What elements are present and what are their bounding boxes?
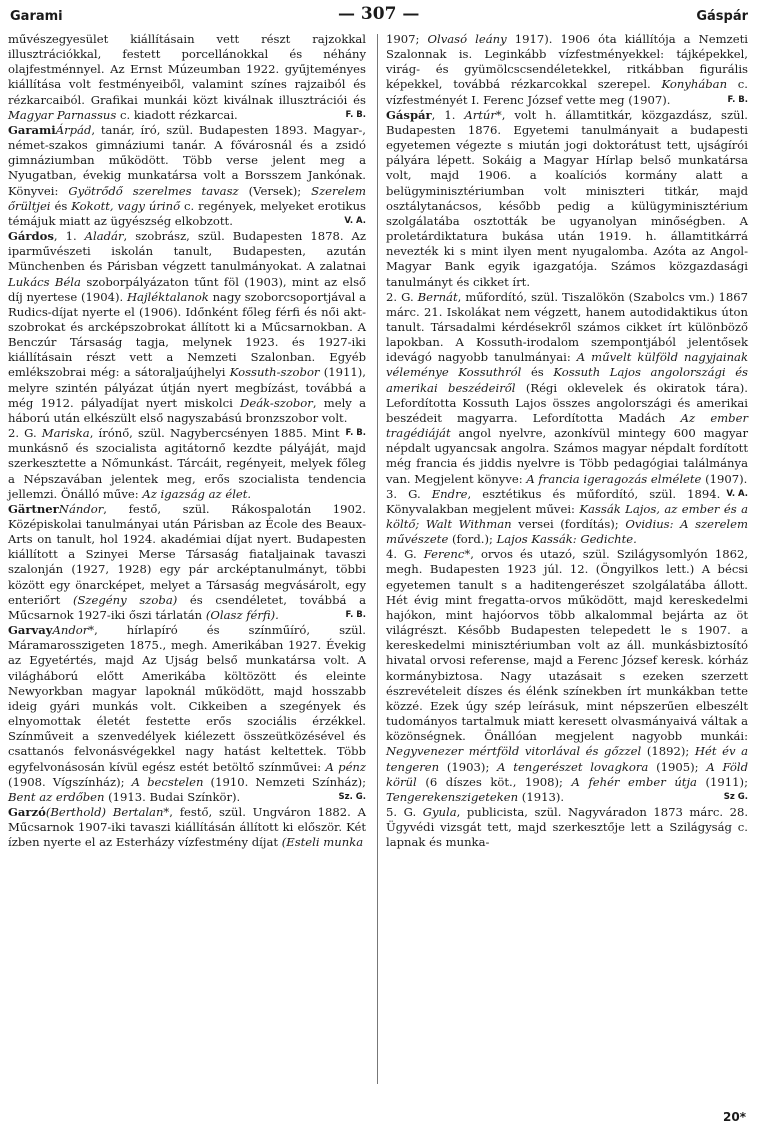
entry-title: Lukács Béla [8,274,81,289]
entry-title: Kossuth Lajos angolországi és amerikai beszédeiről [386,365,749,395]
entry-signature: Sz. G. [338,791,366,802]
left-column [8,32,366,850]
entry-text: , volt h. államtitkár, közgazdász, szül. Budapesten 1876. Egyetemi tanulmányait a budapesti egyetemen végezte s miután jogi doktorátust tett, ujságírói pályára lépett. Sokáig a Magyar Hírlap belső munkatársa volt, majd 1906. a koalíciós kormány alatt a belügyminisztériumban volt miniszteri titkár, majd osztálytanácsos, később pedig a külügyminisztérium szolgálatába osztották be ugyanolyan minőségben. A proletárdiktatura bukása után 1919. h. államtitkárrá nevezték ki s mint ilyen ment nyugalomba. Azóta az Angol-Magyar Bank egyik igazgatója. Számos közgazdasági tanulmányt és cikket írt. [386,107,748,289]
entry-text: művészegyesület kiállításain vett részt rajzokkal illusztrációkkal, festett porcellánokkal és néhány olajfestménnyel. Az Ernst Múzeumban 1922. gyűjteményes kiállítása volt festményeiből, valamint színes rajzaiból és rézkarcaiból. Grafikai munkái közt kiválnak illusztrációi és [8,32,366,107]
dictionary-entry [8,805,366,850]
entry-title: Bent az erdőben [8,789,105,804]
entry-text: , festő, szül. Rákospalotán 1902. Középiskolai tanulmányai után Párisban az École des Beaux-Arts on tanult, hol 1924. akadémiai díjat nyert. Budapesten kiállított a Szinyei Merse Társaság fiataljainak tavaszi szalonján (1927, 1928) egy pár arcképtanulmányt, többi között egy önarcképet, melyet a Társaság megvásárolt, egy enteriőrt [8,501,366,607]
entry-text: (1911), melyre szintén pályázat útján nyert megbízást, továbbá a még 1912. pályadíjat nyert miskolci [8,365,366,410]
entry-text: (1910. Nemzeti Színház); [203,774,366,789]
entry-text: versei (fordítás); [511,517,626,531]
entry-text: , mely a háború után elkészült első nagyszabású bronzszobor volt. [8,395,366,425]
entry-headword: Gärtner [8,501,59,516]
entry-text: (1913). [518,789,565,804]
entry-headword: Garzó [8,804,46,819]
entry-text: (1892); [641,744,695,759]
entry-number: 5. G. [386,804,423,819]
dictionary-entry [386,805,748,850]
entry-text: (1908. Vígszínház); [8,774,132,789]
entry-title: Az igazság az élet. [142,486,252,501]
entry-title: A pénz [325,759,367,774]
entry-text: angol nyelvre, azonkívül mintegy 600 magyar népdalt ugyancsak angolra. Számos magyar népdalt fordított még francia és jiddis nyelvre is Több pedagógiai találmánya van. Megjelent könyve: [386,426,748,486]
entry-title: A Föld körül [386,759,748,789]
entry-title: A becstelen [131,774,204,789]
entry-number: 4. G. [386,547,424,562]
entry-title: Konyhában [661,77,728,92]
entry-title: (Esteli munka [281,835,364,850]
entry-text: , festő, szül. Ungváron 1882. A Műcsarnok 1907-iki tavaszi kiállításán állított ki először. Két ízben nyerte el az Esterházy vízfestmény díjat [8,804,366,850]
entry-given-name: (Berthold) Bertalan* [45,804,170,819]
entry-title: Hét év a tengeren [386,744,748,774]
entry-number: , 1. [53,229,85,244]
entry-text: (Versek); [238,183,312,198]
entry-text: , szobrász, szül. Budapesten 1878. Az iparművészeti iskolán tanult, Budapesten, azután Münchenben és Párisban végzett tanulmányokat. A zalatnai [8,229,366,274]
entry-text: 1907; [386,32,428,46]
entry-signature: F. B. [727,94,748,105]
entry-title: Kokott, vagy úrinő [71,198,181,213]
entry-title: Deák-szobor [240,395,313,410]
entry-given-name: Mariska [41,426,90,441]
entry-text: , tanár, író, szül. Budapesten 1893. Magyar-, német-szakos gimnáziumi tanár. A fővárosnál és a zsidó gimnáziumban működött. Több verse jelent meg a Nyugatban, évekig munkatársa volt a Borsszem Jankónak. Könyvei: [8,122,366,198]
entry-title: (Olasz férfi). [205,607,279,622]
entry-title: Negyvenezer mértföld vitorlával és gőzzel [386,744,642,759]
dictionary-entry [386,32,748,108]
signature-mark: 20* [723,1110,746,1124]
entry-headword: Gáspár [386,107,432,122]
entry-headword: Garvay [8,623,53,638]
dictionary-entry [386,108,748,290]
entry-title: A tengerészet lovagkora [497,759,649,774]
entry-number: 3. G. [386,486,432,501]
right-column [386,32,748,850]
entry-text: , publicista, szül. Nagyváradon 1873 márc. 28. Ügyvédi vizsgát tett, majd szerkesztője lett a Szilágyság c. lapnak és munka- [386,804,749,850]
entry-text: , orvos és utazó, szül. Szilágysomlyón 1862, megh. Budapesten 1923 júl. 12. (Öngyilkos lett.) A bécsi egyetemen tanult s a haditengerészet szolgálatába állott. Hét évig mint fregatta-orvos működött, majd kereskedelmi hajókon, mint hajóorvos több alkalommal bejárta az öt világrészt. Később Budapesten telepedett le s 1907. a kereskedelmi minisztériumban volt az áll. munkásbiztosító hivatal orvosi referense, majd a Ferenc József keresk. kórház kormánybiztosa. Nagy utazásait s ezeken szerzett észrevételeit díszes és élénk színekben írt munkákban tette közzé. Ezek úgy szép leírásuk, mint népszerűen elbeszélt tudományos tartalmuk miatt keresett olvasmányaivá váltak a közönségnek. Önállóan megjelent nagyobb munkái: [386,547,749,744]
entry-text: , hírlapíró és színműíró, szül. Máramarosszigeten 1875., megh. Amerikában 1927. Évekig az Egyetértés, majd Az Ujság belső munkatársa volt. A világháború előtt Amerikába költözött és eleinte Newyorkban magyar lapoknál működött, majd hosszabb ideig gyári munkás volt. Cikkeiben a szegények és elnyomottak életét festette erős szociális érzékkel. Színműveit a szenvedélyek kiélezett összeütközésével és csattanós felvonásvégekkel nagy hatást keltettek. Több egyfelvonásosán kívül egész estét betöltő színművei: [8,623,366,774]
entry-title: A művelt külföld nagyjainak véleménye Kossuthról [386,350,748,380]
entry-text: (1905); [648,759,707,774]
entry-title: Ovidius: A szerelem művészete [386,517,748,547]
entry-text: c. vízfestményét I. Ferenc József vette meg (1907). [386,77,748,107]
page-header [8,4,750,28]
entry-given-name: Árpád [55,122,92,137]
entry-title: Kassák Lajos, az ember és a költő; Walt Withman [386,501,748,531]
entry-number: , 1. [431,107,465,122]
entry-text: és [50,198,72,213]
column-divider [377,34,378,1084]
entry-signature: F. B. [345,609,366,620]
entry-headword: Garami [8,122,56,137]
entry-text: (1913. Budai Színkör). [104,789,241,804]
entry-signature: V. A. [726,488,748,499]
running-head-left: Garami [10,9,63,24]
entry-given-name: Aladár [84,229,124,244]
entry-text: (1903); [439,759,498,774]
entry-text: , írónő, szül. Nagybercsényen 1885. Mint munkásnő és szocialista agitátornő kezdte pályáját, majd szerkesztette a Nőmunkást. Tárcáit, regényeit, melyek főleg a Népszavában jelentek meg, erős szocialista tendencia jellemzi. Önálló műve: [8,426,366,501]
entry-signature: Sz G. [723,791,748,802]
entry-title: Olvasó leány [427,32,507,46]
entry-title: Tengerekenszigeteken [386,789,519,804]
entry-signature: F. B. [345,428,366,439]
dictionary-entry [8,623,366,805]
dictionary-entry [8,32,366,123]
entry-text: (1911); [696,774,748,789]
entry-text: szoborpályázaton tűnt föl (1903), mint az első díj nyertese (1904). [8,274,367,304]
entry-text: c. kiadott rézkarcai. [116,107,238,122]
dictionary-entry [8,426,366,502]
entry-title: Magyar Parnassus [8,107,117,122]
entry-given-name: Bernát [417,289,458,304]
entry-given-name: Ferenc* [423,547,471,562]
entry-text: és csendéletet, továbbá a Műcsarnok 1927-iki őszi tárlatán [8,592,366,622]
entry-title: Kossuth-szobor [229,365,320,380]
entry-title: Gyötrődő szerelmes tavasz [68,183,239,198]
entry-title: A fehér ember útja [571,774,697,789]
entry-text: (ford.); [448,532,497,547]
entry-given-name: Andor* [52,623,95,638]
entry-given-name: Gyula [422,804,457,819]
entry-text: nagy szoborcsoportjával a Rudics-díjat nyerte el (1906). Időnként főleg férfi és női akt-szobrokat és arcképszobrokat állított ki a Műcsarnokban. A Benczúr Társaság tagja, melynek 1923. és 1927-iki kiállításain részt vett a Nemzeti Szalonban. Egyéb emlékszobrai még: a sátoraljaújhelyi [8,289,366,380]
entry-given-name: Endre [431,486,468,501]
entry-number: 2. G. [386,289,418,304]
entry-title: Lajos Kassák: Gedichte. [496,532,637,547]
entry-text: 1917). 1906 óta kiállítója a Nemzeti Szalonnak is. Leginkább vízfestményekkel: tájképekkel, virág- és gyümölcscsendéletekkel, ritkábban figurális képekkel, továbbá rézkarcokkal szerepel. [386,32,748,92]
entry-text: , esztétikus és műfordító, szül. 1894. Könyvalakban megjelent művei: [386,486,721,516]
dictionary-entry [386,547,748,805]
entry-text: (1907). [701,471,748,486]
entry-text: (Régi oklevelek és okiratok tára). Lefordította Kossuth Lajos összes angolországi és amerikai beszédeit magyarra. Lefordította Madách [386,380,748,425]
dictionary-entry [386,487,748,548]
dictionary-entry [8,502,366,623]
entry-given-name: Nándor [58,501,104,516]
entry-headword: Gárdos [8,229,54,244]
entry-signature: F. B. [345,109,366,120]
entry-title: Az ember tragédiáját [386,410,748,441]
page-number: — 307 — [338,4,420,24]
entry-title: (Szegény szoba) [72,592,178,607]
entry-text: c. regények, melyeket erotikus témájuk miatt az ügyészség elkobzott. [8,198,366,228]
entry-text: (6 díszes köt., 1908); [416,774,572,789]
entry-title: Hajléktalanok [126,289,209,304]
entry-signature: V. A. [344,215,366,226]
entry-title: A francia igeragozás elmélete [526,471,702,486]
entry-given-name: Artúr* [464,107,502,122]
running-head-right: Gáspár [696,9,748,24]
entry-text: és [521,365,554,380]
entry-number: 2. G. [8,426,42,441]
entry-title: Szerelem őrültjei [8,183,367,213]
entry-text: , műfordító, szül. Tiszalökön (Szabolcs vm.) 1867 márc. 21. Iskolákat nem végzett, hanem autodidaktikus úton tanult. Társadalmi kérdésekről számos cikket írt különböző lapokban. A Kossuth-irodalom szempontjából jelentősek idevágó nagyobb tanulmányai: [386,289,748,365]
dictionary-entry [8,123,366,229]
